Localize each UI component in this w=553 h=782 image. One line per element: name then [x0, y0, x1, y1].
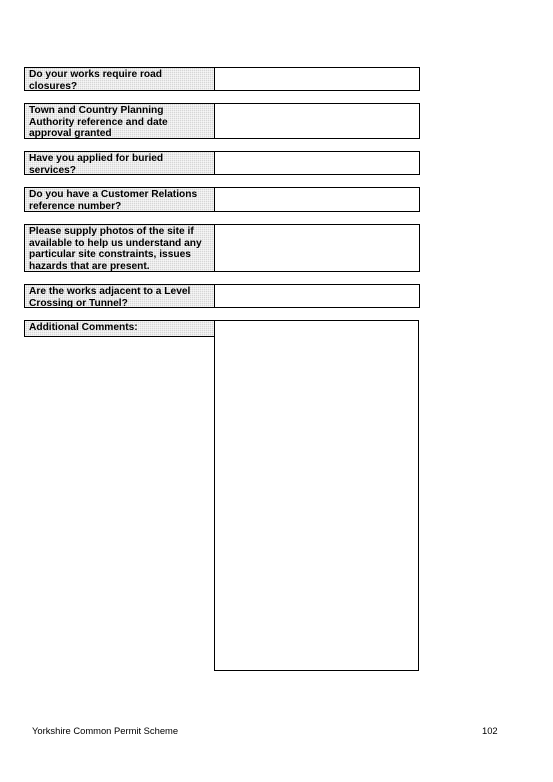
question-label: Do you have a Customer Relations reference number? — [24, 187, 215, 212]
question-label: Are the works adjacent to a Level Crossing or Tunnel? — [24, 284, 215, 308]
question-label: Town and Country Planning Authority reference and date approval granted — [24, 103, 215, 139]
question-label: Do your works require road closures? — [24, 67, 215, 91]
form-row-planning-reference — [24, 103, 420, 139]
form-row-customer-relations — [24, 187, 420, 212]
question-label: Additional Comments: — [24, 320, 215, 337]
planning-reference-answer-field[interactable] — [215, 103, 420, 139]
site-photos-answer-field[interactable] — [215, 224, 420, 272]
road-closures-answer-field[interactable] — [215, 67, 420, 91]
buried-services-answer-field[interactable] — [215, 151, 420, 175]
footer-page-number: 102 — [482, 725, 498, 736]
question-label: Have you applied for buried services? — [24, 151, 215, 175]
footer-document-title: Yorkshire Common Permit Scheme — [32, 725, 179, 736]
question-label: Please supply photos of the site if available to help us understand any particular site constraints, issues hazards that are present. — [24, 224, 215, 272]
form-row-level-crossing — [24, 284, 420, 308]
form-row-road-closures — [24, 67, 420, 91]
form-row-site-photos — [24, 224, 420, 272]
level-crossing-answer-field[interactable] — [215, 284, 420, 308]
form-row-buried-services — [24, 151, 420, 175]
form-row-additional-comments — [24, 320, 419, 671]
additional-comments-field[interactable] — [214, 320, 419, 671]
customer-relations-answer-field[interactable] — [215, 187, 420, 212]
